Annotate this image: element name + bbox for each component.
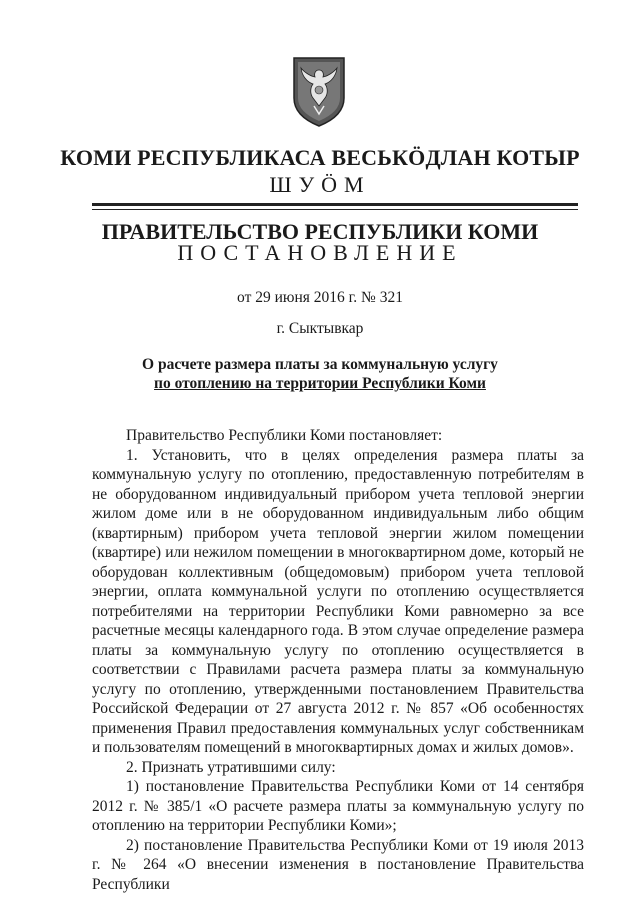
date-number: от 29 июня 2016 г. № 321 xyxy=(237,289,403,306)
document-title-line-1: О расчете размера платы за коммунальную услугу xyxy=(142,356,498,373)
paragraph-2-2: 2) постановление Правительства Республики Коми от 19 июля 2013 г. № 264 «О внесении изменения в постановление Правительства Республики xyxy=(92,836,584,893)
document-body xyxy=(92,426,584,894)
header-divider-thin xyxy=(92,209,578,210)
document-title-line-2 xyxy=(0,375,640,393)
paragraph-2: 2. Признать утратившими силу: xyxy=(126,758,336,776)
city: г. Сыктывкар xyxy=(276,320,364,337)
header-divider-thick xyxy=(92,203,578,206)
resolution-word: ПОСТАНОВЛЕНИЕ xyxy=(177,240,463,265)
government-heading: ПРАВИТЕЛЬСТВО РЕСПУБЛИКИ КОМИ xyxy=(101,219,539,244)
paragraph-intro: Правительство Республики Коми постановляет: xyxy=(126,427,443,444)
komi-government-heading: КОМИ РЕСПУБЛИКАСА ВЕСЬКÖДЛАН КОТЫР xyxy=(60,145,580,170)
coat-of-arms-emblem xyxy=(290,54,348,128)
komi-resolution-word: ШУÖМ xyxy=(269,172,371,197)
document-title-line-2-text: по отоплению на территории Республики Коми xyxy=(154,375,486,392)
paragraph-1: 1. Установить, что в целях определения размера платы за коммунальную услугу по отоплению, предоставленную потребителям в не оборудованном индивидуальный прибором учета тепловой энергии жилом доме или в не оборудованном индивидуальным либо общим (квартирным) прибором учета тепловой энергии жилом помещении (квартире) или нежилом помещении в многоквартирном доме, который не оборудован коллективным (общедомовым) прибором учета тепловой энергии, оплата коммунальной услуги по отоплению осуществляется потребителями на территории Республики Коми равномерно за все расчетные месяцы календарного года. В этом случае определение размера платы за коммунальную услугу по отоплению осуществляется в соответствии с Правилами расчета размера платы за коммунальную услугу по отоплению, утвержденными постановлением Правительства Российской Федерации от 27 августа 2012 г. № 857 «Об особенностях применения Правил предоставления коммунальных услуг собственникам и пользователям помещений в многоквартирных домах и жилых домов». xyxy=(92,446,584,756)
paragraph-2-1: 1) постановление Правительства Республики Коми от 14 сентября 2012 г. № 385/1 «О расчете размера платы за коммунальную услугу по отоплению на территории Республики Коми»; xyxy=(92,778,584,834)
